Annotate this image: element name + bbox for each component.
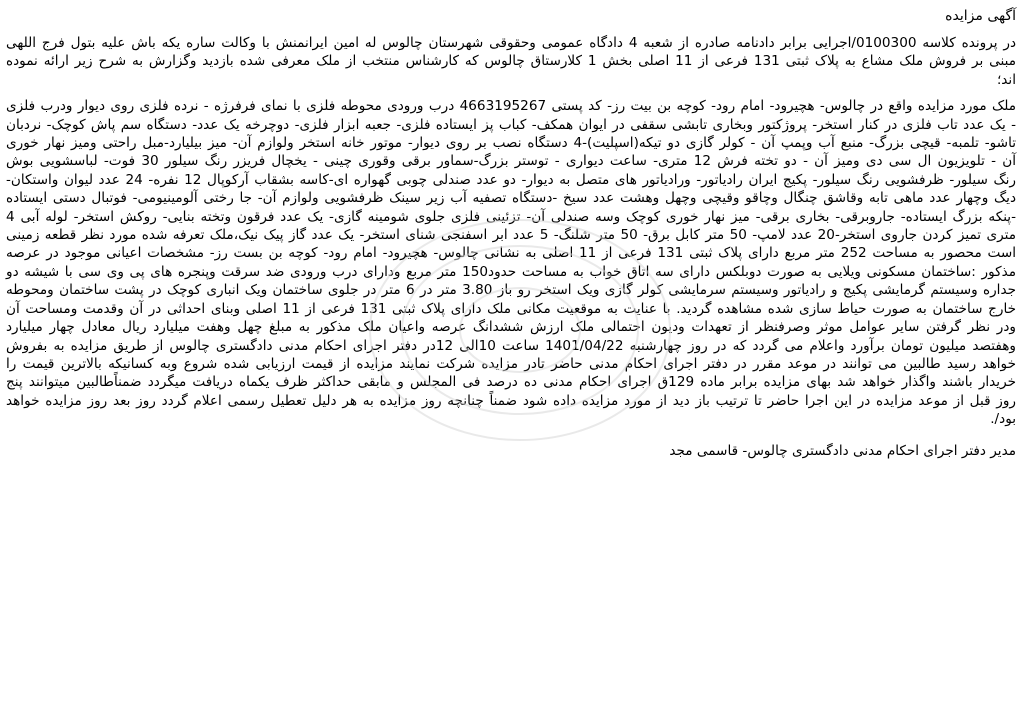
notice-intro-paragraph: در پرونده کلاسه 0100300/اجرایی برابر دادنامه صادره از شعبه 4 دادگاه عمومی وحقوقی شهرستان چالوس له امین ایرانمنش با وکالت ساره یکه باش علیه بتول فرج اللهی مبنی بر فروش ملک مشاع به پلاک ثبتی 131 فرعی از 11 اصلی بخش 1 کلارستاق چالوس که کارشناس منتخب از ملک معرفی شده بازدید وگزارش به شرح زیر ارائه نموده اند؛ [6, 35, 1017, 88]
notice-signature: مدیر دفتر اجرای احکام مدنی دادگستری چالوس- قاسمی مجد [669, 442, 1016, 459]
auction-notice [6, 4, 1016, 704]
notice-description-paragraph: ملک مورد مزایده واقع در چالوس- هچیرود- امام رود- کوچه بن بیت رز- کد پستی 4663195267 درب ورودی محوطه فلزی با نمای فرفرژه - نرده فلزی روی دیوار ودرب فلزی - یک عدد تاب فلزی در کنار استخر- پروژکتور وبخاری تابشی سقفی در ایوان همکف- کباب پز ایستاده فلزی- جعبه ابزار فلزی- دوچرخه یک عدد- دستگاه سم پاش کوچک- نردبان تاشو- تلمبه- قیچی بزرگ- منبع آب وپمپ آن - کولر گازی دو تیکه(اسپلیت)-4 دستگاه نصب بر روی دیوار- موتور خانه استخر ولوازم آن- میز بیلیارد-مبل راحتی ومیز نهار خوری آن - تلویزیون ال سی دی ومیز آن - دو تخته فرش 12 متری- ساعت دیواری - توستر بزرگ-سماور برقی وقوری چینی - یخچال فریزر رنگ سیلور 30 فوت- لباسشویی بوش رنگ سیلور- ظرفشویی رنگ سیلور- پکیج ایران رادیاتور- ورادیاتور های متصل به دیوار- دو عدد صندلی چوبی گهواره ای-کاسه بشقاب آرکوپال 12 نفره- 24 عدد لیوان واستکان- دیگ وچهار عدد ماهی تابه وقاشق چنگال وچاقو وقیچی وچهل وهشت عدد سیخ -دستگاه تصفیه آب زیر سینک ظرفشویی ولوازم آن- جا رختی آلومینیومی- فوتبال دستی ایستاده -پنکه بزرگ ایستاده- جاروبرقی- بخاری برقی- میز نهار خوری کوچک وسه صندلی آن- تزئینی فلزی جلوی شومینه گازی- یک عدد فرقون وتخته بنایی- روکش استخر- لوله آبی 4 متری تمیز کردن جاروی استخر-20 عدد لامپ- 50 متر کابل برق- 50 متر شلنگ- 5 عدد ابر اسفنجی شنای استخر- یک عدد گاز پیک نیک،ملک تعرفه شده مورد نظر قطعه زمینی است محصور به مساحت 252 متر مربع دارای پلاک ثبتی 131 فرعی از 11 اصلی به نشانی چالوس- هچیرود- امام رود- کوچه بن بست رز- مشخصات اعیانی موجود در عرصه مذکور :ساختمان مسکونی ویلایی به صورت دوبلکس دارای سه اتاق خواب به مساحت حدود150 متر مربع ودارای درب ورودی ضد سرقت وپنجره های پی وی سی با شیشه دو جداره وسیستم گرمایشی پکیج و رادیاتور وسیستم سرمایشی کولر گازی ویک استخر رو باز 3.80 متر در 6 متر در جلوی ساختمان ویک انباری کوچک در پشت ساختمان ومحوطه خارج ساختمان به صورت حیاط سازی شده مشاهده گردید. با عنایت به موقعیت مکانی ملک دارای پلاک ثبتی 131 فرعی از 11 اصلی وبنای احداثی در آن وقدمت ومساحت آن ودر نظر گرفتن سایر عوامل موثر وصرفنظر از تعهدات ودیون احتمالی ملک ارزش ششدانگ عرصه واعیان ملک مذکور به مبلغ چهل وهفت میلیارد ریال معادل چهار میلیارد وهفتصد میلیون تومان برآورد واعلام می گردد که در روز چهارشنبه 1401/04/22 ساعت 10الی 12در دفتر اجرای احکام مدنی دادگستری چالوس از طریق مزایده به بفروش خواهد رسید طالبین می توانند در موعد مقرر در دفتر اجرای احکام مدنی حاضر تادر مزایده شرکت نمایند مزایده از قیمت ارزیابی شده شروع وبه کسانیکه بالاترین قیمت را خریدار باشند واگذار خواهد شد بهای مزایده برابر ماده 129ق اجرای احکام مدنی ده درصد فی المجلس و مابقی حداکثر ظرف یکماه دریافت میگردد ضمناًطالبین میتوانند پنج روز قبل از موعد مزایده در این اجرا حاضر تا ترتیب باز دید از مورد مزایده داده شود ضمناً چنانچه روز مزایده به هر دلیل تعطیل رسمی اعلام گردد روز بعد روز مزایده خواهد بود/. [6, 98, 1017, 428]
notice-title: آگهی مزایده [945, 8, 1016, 24]
